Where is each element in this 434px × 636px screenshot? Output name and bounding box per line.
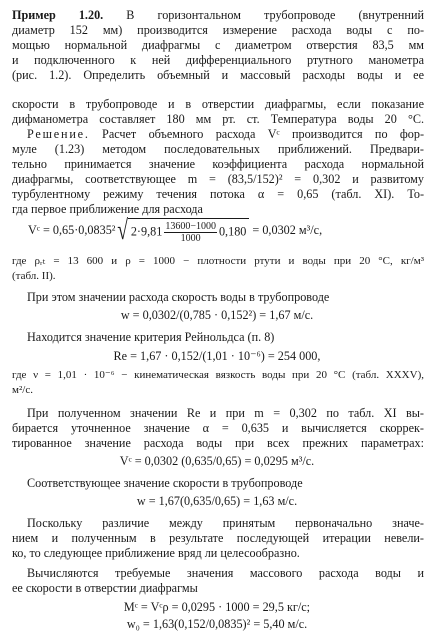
refined-line-1: При полученном значении Re и при m = 0,302 по табл. XI вы- (27, 406, 424, 420)
solution-line-3: тельно принимается значение коэффициента расхода нормальной (12, 157, 424, 171)
text-line: В горизонтальном трубопроводе (внутренний (126, 8, 424, 22)
text-line: Расчет объемного расхода Vᶜ производится по фор- (89, 127, 424, 141)
fraction-denominator: 1000 (180, 233, 201, 244)
example-line-3: мощью нормальной диафрагмы с диаметром отверстия 83,5 мм (12, 38, 424, 52)
velocity-intro: При этом значении расхода скорость воды в трубопроводе (27, 290, 330, 304)
formula-rhs: = 0,0302 м³/с, (249, 222, 323, 237)
solution-line-6: гда первое приближение для расхода (12, 202, 203, 216)
example-label: Пример 1.20. (12, 8, 104, 22)
viscosity-line-1: где ν = 1,01 · 10⁻⁶ − кинематическая вязкость воды при 20 °С (табл. XXXV), (12, 369, 424, 381)
formula-first-approximation (28, 217, 322, 245)
where-density-line-2: (табл. II). (12, 270, 56, 282)
fraction-numerator: 13600−1000 (165, 221, 216, 232)
sqrt-sign: √ (117, 215, 129, 246)
refined-formula: Vᶜ = 0,0302 (0,635/0,65) = 0,0295 м³/с. (119, 454, 315, 468)
final-line-2: ее скорости в отверстии диафрагмы (12, 581, 198, 595)
refined-line-2: бирается уточненное значение α = 0,635 и вычисляется скоррек- (12, 421, 424, 435)
mass-flow-formula: Mᶜ = Vᶜρ = 0,0295 · 1000 = 29,5 кг/с; (123, 600, 311, 614)
difference-line-1: Поскольку различие между принятым первоначально значе- (27, 516, 424, 530)
example-line-5: (рис. 1.2). Определить объемный и массовый расходы воды и ее (12, 68, 424, 82)
example-line-1 (12, 8, 424, 23)
where-density-line-1: где ρᵣₜ = 13 600 и ρ = 1000 − плотности ртути и воды при 20 °С, кг/м³ (12, 255, 424, 267)
velocity-formula: w = 0,0302/(0,785 · 0,152²) = 1,67 м/с. (120, 308, 314, 322)
reynolds-intro: Находится значение критерия Рейнольдса (п. 8) (27, 330, 275, 344)
viscosity-line-2: м²/с. (12, 384, 33, 396)
solution-line-5: турбулентному режиму течения потока α = 0,65 (табл. XI). То- (12, 187, 424, 201)
orifice-velocity-formula: w₀ = 1,63(0,152/0,0835)² = 5,40 м/с. (126, 617, 308, 631)
example-line-4: и подключенного к ней дифференциального ртутного манометра (12, 53, 424, 67)
solution-line-1 (27, 127, 424, 142)
difference-line-2: нием и полученным в результате последующей итерации невели- (12, 531, 424, 545)
density-fraction (164, 221, 217, 244)
radicand (128, 218, 250, 244)
formula-lhs: Vᶜ = 0,65·0,0835² (28, 222, 116, 237)
solution-line-4: диафрагмы, соответствующее m = (83,5/152)² = 0,302 и развитому (12, 172, 424, 186)
condition-line-2: дифманометра составляет 180 мм рт. ст. Температура воды 20 °С. (12, 112, 424, 126)
final-line-1: Вычисляются требуемые значения массового расхода воды и (27, 566, 424, 580)
refined-line-3: тированное значение расхода воды при всех прежних параметрах: (12, 436, 424, 450)
difference-line-3: ко, то следующее приближение вряд ли целесообразно. (12, 546, 300, 560)
radicand-prefix: 2·9,81 (130, 224, 163, 239)
condition-line-1: скорости в трубопроводе и в отверстии диафрагмы, если показание (12, 97, 424, 111)
solution-line-2: муле (1.23) методом последовательных приближений. Предвари- (12, 142, 424, 156)
velocity2-formula: w = 1,67(0,635/0,65) = 1,63 м/с. (136, 494, 298, 508)
solution-label: Решение. (27, 127, 90, 141)
radicand-suffix: 0,180 (218, 224, 247, 239)
example-line-2: диаметр 152 мм) производится измерение расхода воды с по- (12, 23, 424, 37)
velocity2-intro: Соответствующее значение скорости в трубопроводе (27, 476, 303, 490)
reynolds-formula: Re = 1,67 · 0,152/(1,01 · 10⁻⁶) = 254 000, (113, 349, 321, 363)
